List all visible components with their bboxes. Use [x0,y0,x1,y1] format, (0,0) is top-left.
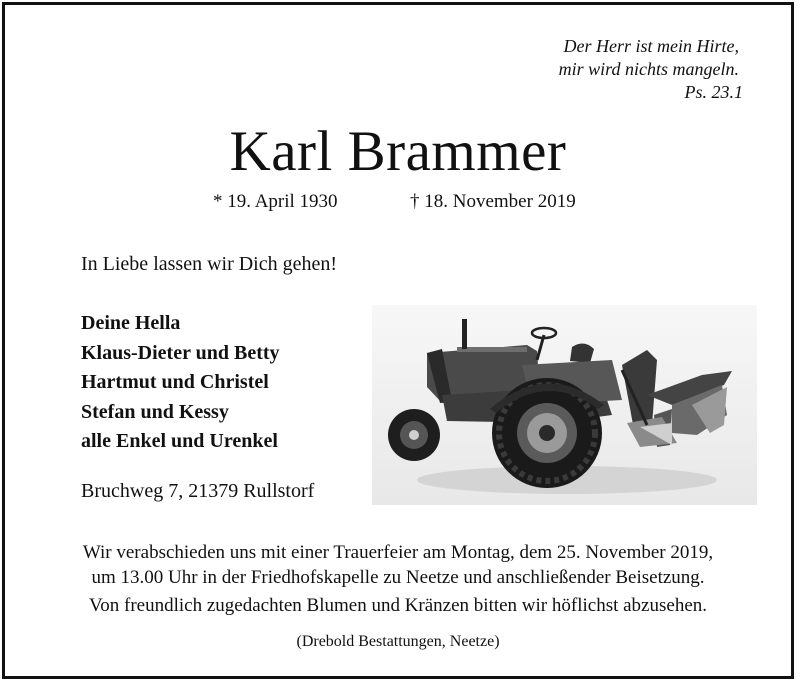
service-announcement [5,540,791,590]
family-member: Hartmut und Christel [81,371,269,393]
birth-date: * 19. April 1930 [213,191,338,212]
farewell-line: In Liebe lassen wir Dich gehen! [81,253,338,275]
undertaker-credit: (Drebold Bestattungen, Neetze) [296,633,500,650]
family-member: Stefan und Kessy [81,400,229,423]
family-member: Deine Hella [81,312,181,334]
obituary-notice [2,2,794,679]
deceased-name: Karl Brammer [229,120,567,183]
flowers-note: Von freundlich zugedachten Blumen und Kränzen bitten wir höflichst abzusehen. [88,595,708,616]
family-member: alle Enkel und Urenkel [81,430,278,452]
family-address: Bruchweg 7, 21379 Rullstorf [81,480,315,502]
family-member: Klaus-Dieter und Betty [81,341,280,364]
tractor-image [372,305,757,505]
quote-line-2: mir wird nichts mangeln. [558,59,739,79]
quote-line-1: Der Herr ist mein Hirte, [563,36,739,56]
bible-quote [558,35,743,104]
service-line-1: Wir verabschieden uns mit einer Trauerfeier am Montag, dem 25. November 2019, [82,542,714,563]
service-line-2: um 13.00 Uhr in der Friedhofskapelle zu Neetze und anschließender Beisetzung. [91,567,705,588]
death-date: † 18. November 2019 [410,191,576,212]
quote-reference: Ps. 23.1 [684,82,743,102]
family-list [81,309,280,457]
